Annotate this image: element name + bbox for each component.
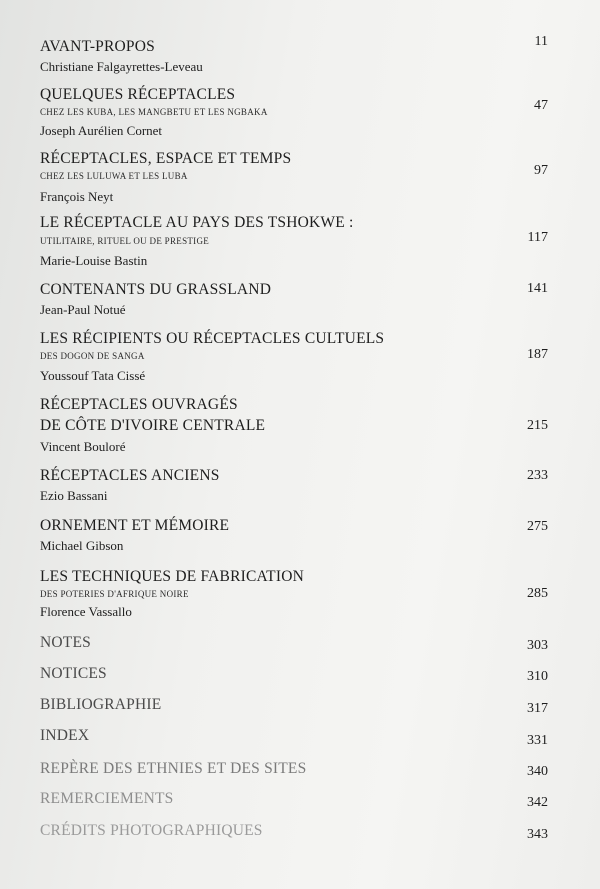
- toc-entry-page: 47: [534, 98, 548, 113]
- toc-entry-title: RÉCEPTACLES, ESPACE ET TEMPS: [40, 150, 292, 167]
- toc-entry-author: Jean-Paul Notué: [40, 302, 126, 317]
- toc-entry-author: Florence Vassallo: [40, 604, 132, 619]
- toc-entry-author: Joseph Aurélien Cornet: [40, 123, 163, 138]
- toc-entry-page: 117: [527, 230, 548, 245]
- toc-entry-title: AVANT-PROPOS: [40, 38, 155, 55]
- toc-entry-title: REMERCIEMENTS: [40, 790, 174, 807]
- toc-entry-page: 317: [527, 701, 548, 716]
- toc-entry-title: ORNEMENT ET MÉMOIRE: [40, 517, 230, 534]
- toc-entry-title: NOTICES: [40, 665, 107, 682]
- toc-entry-title: LES RÉCIPIENTS OU RÉCEPTACLES CULTUELS: [40, 330, 385, 347]
- toc-entry-author: François Neyt: [40, 189, 114, 204]
- toc-entry-page: 303: [527, 638, 548, 653]
- toc-entry-page: 310: [527, 669, 548, 684]
- toc-entry-subtitle: DES DOGON DE SANGA: [40, 351, 145, 361]
- toc-entry-title: LE RÉCEPTACLE AU PAYS DES TSHOKWE :: [40, 214, 354, 231]
- toc-entry-author: Ezio Bassani: [40, 488, 108, 503]
- toc-entry-subtitle: UTILITAIRE, RITUEL OU DE PRESTIGE: [40, 236, 210, 246]
- toc-entry-subtitle: CHEZ LES KUBA, LES MANGBETU ET LES NGBAKA: [40, 107, 268, 117]
- toc-entry-title: NOTES: [40, 634, 91, 651]
- toc-entry-title: LES TECHNIQUES DE FABRICATION: [40, 568, 304, 585]
- toc-entry-author: Christiane Falgayrettes-Leveau: [40, 59, 203, 74]
- toc-entry-title: CONTENANTS DU GRASSLAND: [40, 281, 272, 298]
- toc-entry-page: 275: [527, 519, 548, 534]
- toc-entry-subtitle: CHEZ LES LULUWA ET LES LUBA: [40, 171, 188, 181]
- toc-entry-title: RÉCEPTACLES ANCIENS: [40, 467, 220, 484]
- toc-entry-title: BIBLIOGRAPHIE: [40, 696, 162, 713]
- toc-entry-author: Youssouf Tata Cissé: [40, 368, 146, 383]
- toc-entry-page: 97: [534, 163, 548, 178]
- toc-entry-page: 141: [527, 281, 548, 296]
- toc-entry-title: INDEX: [40, 727, 90, 744]
- toc-entry-title: QUELQUES RÉCEPTACLES: [40, 86, 236, 103]
- toc-entry-page: 215: [527, 418, 548, 433]
- toc-entry-subtitle: DES POTERIES D'AFRIQUE NOIRE: [40, 589, 189, 599]
- toc-entry-author: Marie-Louise Bastin: [40, 253, 148, 268]
- toc-entry-title: REPÈRE DES ETHNIES ET DES SITES: [40, 760, 307, 777]
- toc-entry-page: 11: [534, 34, 548, 49]
- toc-entry-page: 233: [527, 468, 548, 483]
- toc-entry-page: 187: [527, 347, 548, 362]
- toc-entry-author: Vincent Bouloré: [40, 439, 126, 454]
- toc-entry-page: 342: [527, 795, 548, 810]
- toc-entry-page: 285: [527, 586, 548, 601]
- toc-entry-author: Michael Gibson: [40, 538, 124, 553]
- toc-entry-page: 331: [527, 733, 548, 748]
- toc-entry-page: 343: [527, 827, 548, 842]
- toc-entry-page: 340: [527, 764, 548, 779]
- toc-entry-title: RÉCEPTACLES OUVRAGÉS: [40, 396, 238, 413]
- toc-entry-title-line2: DE CÔTE D'IVOIRE CENTRALE: [40, 417, 266, 434]
- toc-entry-title: CRÉDITS PHOTOGRAPHIQUES: [40, 822, 263, 839]
